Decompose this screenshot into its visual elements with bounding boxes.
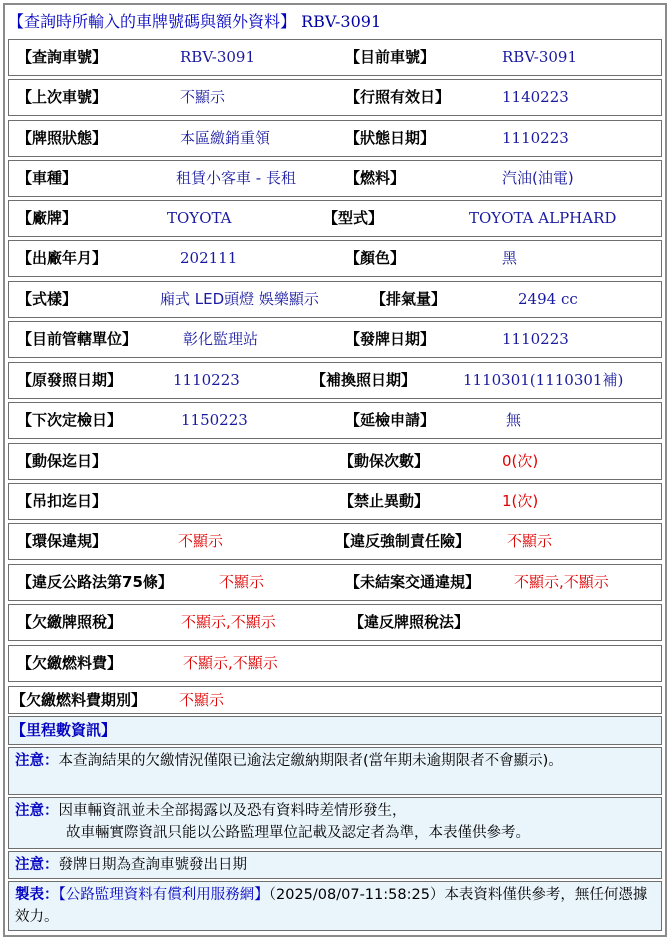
field-label: 【欠繳牌照稅】 — [17, 613, 123, 631]
field-value: TOYOTA — [167, 209, 232, 227]
field-label: 【動保迄日】 — [17, 452, 108, 470]
field-label: 【行照有效日】 — [345, 88, 451, 106]
field-value: 不顯示 — [180, 88, 226, 106]
table-row — [8, 120, 662, 157]
field-value: 無 — [506, 411, 522, 429]
field-label: 【發牌日期】 — [345, 330, 436, 348]
footer-timestamp: （2025/08/07-11:58:25） — [268, 887, 445, 903]
note-issue-date — [8, 851, 662, 879]
fuel-period-label: 【欠繳燃料費期別】 — [11, 691, 147, 709]
field-label: 【延檢申請】 — [345, 411, 436, 429]
field-label: 【未結案交通違規】 — [345, 573, 481, 591]
field-value: 黑 — [502, 249, 518, 267]
field-label: 【目前車號】 — [345, 48, 436, 66]
note-text: 本查詢結果的欠繳情況僅限已逾法定繳納期限者(當年期未逾期限者不會顯示)。 — [58, 753, 563, 769]
field-value: 1110223 — [502, 330, 569, 348]
note-key: 注意： — [15, 857, 59, 873]
field-value: 本區繳銷重領 — [180, 129, 271, 147]
field-label: 【車種】 — [17, 169, 78, 187]
field-label: 【下次定檢日】 — [17, 411, 123, 429]
query-title-value: RBV-3091 — [301, 12, 382, 31]
field-label: 【吊扣迄日】 — [17, 492, 108, 510]
table-row — [8, 362, 662, 399]
table-row — [8, 523, 662, 560]
fuel-period-row — [8, 686, 662, 714]
field-label: 【原發照日期】 — [17, 371, 123, 389]
field-value: 202111 — [180, 249, 238, 267]
table-row — [8, 160, 662, 197]
table-row — [8, 79, 662, 116]
field-value: 不顯示,不顯示 — [514, 573, 609, 591]
field-value: 不顯示,不顯示 — [181, 613, 276, 631]
table-row — [8, 321, 662, 358]
field-label: 【上次車號】 — [17, 88, 108, 106]
mileage-title: 【里程數資訊】 — [11, 721, 117, 739]
service-link[interactable]: 【公路監理資料有償利用服務網】 — [58, 887, 269, 903]
field-value: 不顯示 — [219, 573, 265, 591]
field-value: 1110223 — [173, 371, 240, 389]
field-label: 【禁止異動】 — [339, 492, 430, 510]
table-row — [8, 240, 662, 277]
field-value: 1(次) — [502, 492, 539, 510]
table-row — [8, 200, 662, 237]
table-row — [8, 645, 662, 682]
note-key: 注意： — [15, 803, 59, 819]
field-label: 【牌照狀態】 — [17, 129, 108, 147]
footer-text: 本表資料僅供參考，無任何憑據效力。 — [15, 887, 648, 925]
field-label: 【動保次數】 — [339, 452, 430, 470]
field-label: 【違反牌照稅法】 — [349, 613, 470, 631]
field-value: 1110301(1110301補) — [463, 371, 624, 389]
table-row — [8, 402, 662, 439]
field-value: RBV-3091 — [180, 48, 256, 66]
field-label: 【補換照日期】 — [311, 371, 417, 389]
table-row — [8, 443, 662, 480]
field-label: 【違反強制責任險】 — [335, 532, 471, 550]
field-label: 【違反公路法第75條】 — [17, 573, 173, 591]
field-label: 【顏色】 — [345, 249, 406, 267]
table-row — [8, 604, 662, 641]
fuel-period-value: 不顯示 — [179, 691, 225, 709]
field-label: 【燃料】 — [345, 169, 406, 187]
note-text: 故車輛實際資訊只能以公路監理單位記載及認定者為準，本表僅供參考。 — [66, 825, 530, 841]
field-label: 【狀態日期】 — [345, 129, 436, 147]
field-value: 廂式 LED頭燈 娛樂顯示 — [160, 290, 319, 308]
query-title — [8, 8, 381, 36]
table-row — [8, 564, 662, 601]
field-value: 0(次) — [502, 452, 539, 470]
note-disclaimer-accuracy — [8, 797, 662, 849]
field-value: 汽油(油電) — [502, 169, 574, 187]
note-disclaimer-arrears — [8, 747, 662, 795]
field-value: 租賃小客車 - 長租 — [176, 169, 296, 187]
field-label: 【式樣】 — [17, 290, 78, 308]
field-label: 【廠牌】 — [17, 209, 78, 227]
report-footer — [8, 881, 662, 931]
field-value: 1150223 — [181, 411, 248, 429]
field-label: 【目前管轄單位】 — [17, 330, 138, 348]
field-label: 【欠繳燃料費】 — [17, 654, 123, 672]
mileage-section — [8, 716, 662, 745]
note-text: 發牌日期為查詢車號發出日期 — [58, 857, 247, 873]
footer-key: 製表： — [15, 887, 59, 903]
field-label: 【型式】 — [323, 209, 384, 227]
field-value: 不顯示,不顯示 — [183, 654, 278, 672]
query-title-label: 【查詢時所輸入的車牌號碼與額外資料】 — [8, 12, 297, 31]
field-value: 不顯示 — [507, 532, 553, 550]
field-label: 【排氣量】 — [371, 290, 447, 308]
field-label: 【出廠年月】 — [17, 249, 108, 267]
note-text: 因車輛資訊並未全部揭露以及恐有資料時差情形發生， — [58, 803, 407, 819]
field-label: 【查詢車號】 — [17, 48, 108, 66]
field-value: RBV-3091 — [502, 48, 578, 66]
table-row — [8, 39, 662, 76]
field-label: 【環保違規】 — [17, 532, 108, 550]
field-value: 2494 cc — [518, 290, 578, 308]
table-row — [8, 281, 662, 318]
field-value: 不顯示 — [178, 532, 224, 550]
table-row — [8, 483, 662, 520]
note-key: 注意： — [15, 753, 59, 769]
field-value: TOYOTA ALPHARD — [469, 209, 617, 227]
field-value: 1110223 — [502, 129, 569, 147]
field-value: 1140223 — [502, 88, 569, 106]
field-value: 彰化監理站 — [183, 330, 259, 348]
